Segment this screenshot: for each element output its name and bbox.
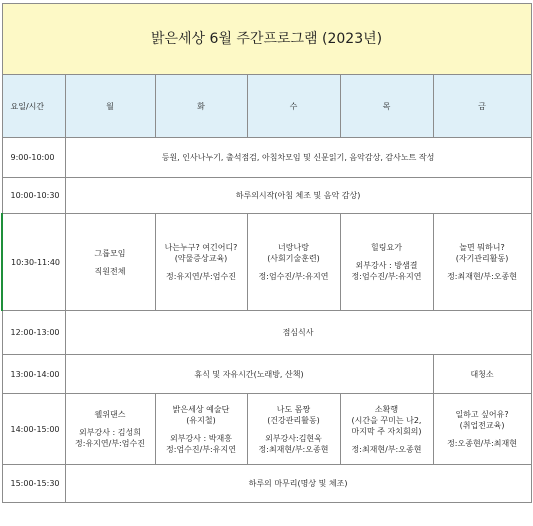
program-subtitle: (건강관리활동): [267, 415, 320, 425]
lunch-cell: 점심식사: [65, 311, 531, 355]
time-cell: 14:00-15:00: [2, 394, 65, 465]
program-subtitle: (자기관리활동): [455, 254, 509, 263]
time-cell: 10:00-10:30: [2, 178, 65, 214]
day-header-thu: 목: [340, 75, 433, 138]
day-header-fri: 금: [433, 75, 531, 138]
day-header-tue: 화: [155, 75, 247, 138]
program-cell-wed: [247, 394, 340, 465]
time-cell: 12:00-13:00: [2, 311, 65, 355]
page-title: 밝은세상 6월 주간프로그램 (2023년): [2, 4, 531, 75]
time-cell: 10:30-11:40: [2, 214, 65, 311]
program-subtitle: (취업전교육): [459, 421, 505, 430]
program-name: 웰위댄스: [94, 410, 126, 419]
program-cell-mon: [65, 394, 155, 465]
program-staff: 정:최재현/부:오종현: [351, 444, 422, 454]
program-subtitle: (약물증상교육): [174, 254, 228, 263]
program-cell-tue: [155, 394, 247, 465]
program-name: 힐링요가: [371, 243, 402, 252]
program-name: 너랑나랑: [278, 243, 309, 252]
program-subtitle: (시간을 꾸미는 나2,: [351, 415, 422, 425]
program-subtitle: 마지막 주 자치회의): [351, 426, 422, 436]
program-cell-thu: [340, 214, 433, 311]
program-name: 밝은세상 예술단: [172, 404, 230, 414]
time-column-header: 요일/시간: [2, 75, 65, 138]
program-staff: 직원전체: [94, 266, 126, 276]
time-cell: 13:00-14:00: [2, 355, 65, 394]
day-end-cell: 하루의 마무리(명상 및 체조): [65, 465, 531, 503]
program-staff: 정:엄수진/부:유지연: [166, 444, 236, 454]
program-staff: 정:유지연/부:엄수진: [166, 272, 236, 281]
program-name: 나도 몸짱: [276, 404, 311, 414]
program-staff: 정:유지연/부:엄수진: [75, 439, 145, 448]
program-staff: 정:최재현/부:오종현: [447, 272, 517, 281]
program-instructor: 외부강사 : 방샘결: [355, 261, 418, 270]
morning-routine-cell: 등원, 인사나누기, 출석점검, 아침차모임 및 신문읽기, 음악감상, 감사노트 작성: [65, 138, 531, 178]
program-instructor: 외부강사 : 김성희: [79, 428, 141, 437]
program-cell-fri: [433, 394, 531, 465]
time-cell: 9:00-10:00: [2, 138, 65, 178]
program-name: 나는누구? 여긴어디?: [164, 243, 238, 252]
time-cell: 15:00-15:30: [2, 465, 65, 503]
day-header-wed: 수: [247, 75, 340, 138]
program-cell-fri: [433, 214, 531, 311]
program-name: 소확행: [374, 404, 399, 414]
cleaning-cell: 대청소: [433, 355, 531, 394]
program-cell-tue: [155, 214, 247, 311]
program-name: 일하고 싶어유?: [455, 410, 509, 419]
program-subtitle: (사회기술훈련): [267, 254, 320, 263]
day-start-cell: 하루의시작(아침 체조 및 음악 감상): [65, 178, 531, 214]
program-instructor: 외부강사 : 박재흥: [170, 433, 232, 443]
day-header-mon: 월: [65, 75, 155, 138]
program-staff: 정:오종현/부:최재현: [447, 439, 517, 448]
program-staff: 정:엄수진/부:유지연: [258, 272, 329, 281]
program-name: 그룹모임: [94, 248, 126, 258]
program-staff: 정:엄수진/부:유지연: [351, 272, 422, 281]
program-staff: 정:최재현/부:오종현: [258, 444, 329, 454]
program-cell-mon: [65, 214, 155, 311]
program-cell-wed: [247, 214, 340, 311]
program-instructor: 외부강사:김현욱: [265, 433, 322, 443]
free-time-cell: 휴식 및 자유시간(노래방, 산책): [65, 355, 433, 394]
program-subtitle: (유지철): [186, 415, 216, 425]
program-cell-thu: [340, 394, 433, 465]
schedule-table: [1, 3, 532, 503]
program-name: 놀면 뭐하니?: [459, 243, 505, 252]
